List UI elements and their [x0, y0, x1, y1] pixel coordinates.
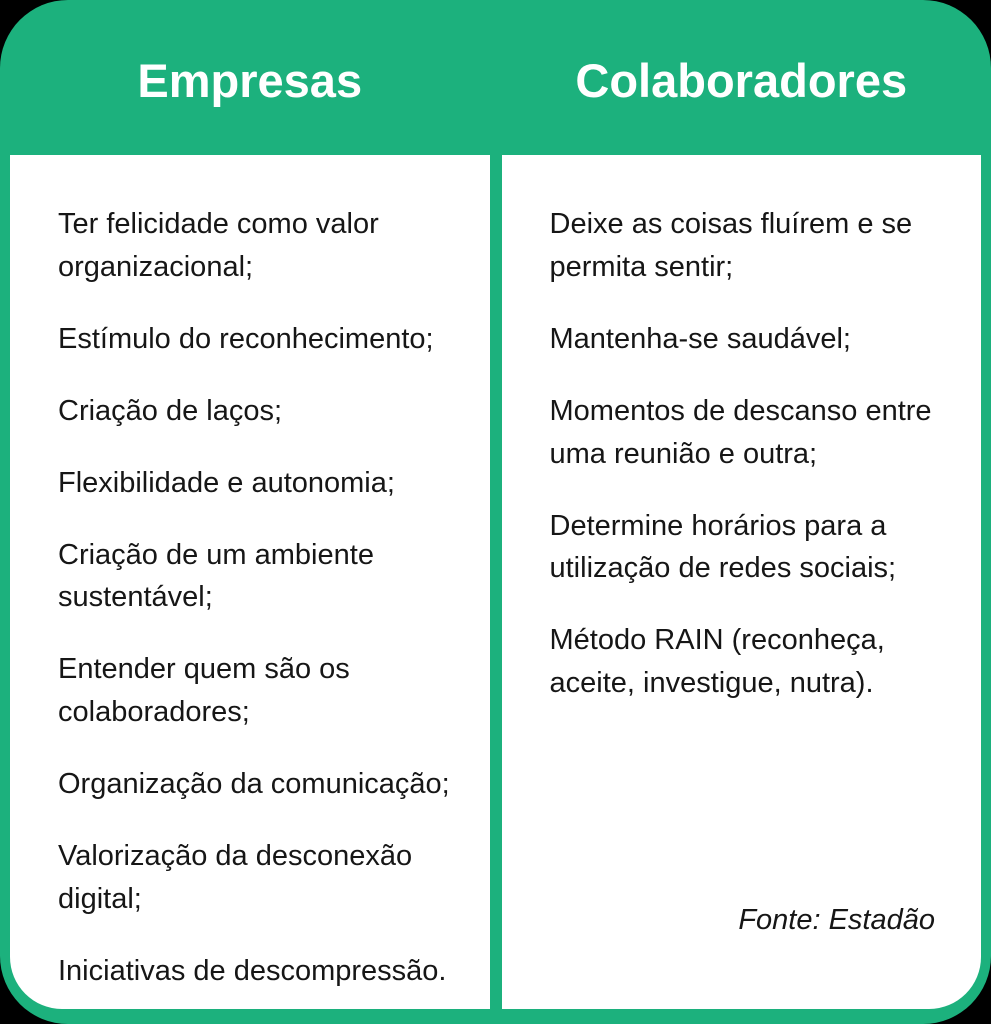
source-attribution: Fonte: Estadão	[738, 904, 935, 936]
column-header-empresas: Empresas	[137, 54, 363, 107]
list-item: Iniciativas de descompressão.	[58, 954, 447, 987]
list-item: Ter felicidade como valor organizacional;	[58, 208, 379, 283]
empresas-panel	[10, 155, 490, 1009]
list-item: Flexibilidade e autonomia;	[58, 466, 395, 499]
column-header-colaboradores: Colaboradores	[575, 54, 908, 107]
colaboradores-panel	[502, 155, 982, 1009]
list-item: Momentos de descanso entre uma reunião e outra;	[549, 394, 932, 470]
header-cell-colaboradores	[502, 0, 982, 155]
header-cell-empresas	[10, 0, 490, 155]
list-item: Estímulo do reconhecimento;	[58, 322, 434, 355]
list-item: Valorização da desconexão digital;	[58, 840, 413, 915]
list-item: Criação de um ambiente sustentável;	[58, 538, 374, 614]
list-item: Deixe as coisas fluírem e se permita sentir;	[549, 208, 913, 283]
list-item: Organização da comunicação;	[58, 768, 450, 801]
list-item: Método RAIN (reconheça, aceite, investigue, nutra).	[549, 624, 885, 700]
colaboradores-list	[550, 203, 952, 734]
list-item: Entender quem são os colaboradores;	[58, 653, 350, 729]
list-item: Criação de laços;	[58, 394, 283, 427]
list-item: Determine horários para a utilização de redes sociais;	[549, 509, 897, 585]
header-band	[0, 0, 991, 155]
list-item: Mantenha-se saudável;	[549, 322, 851, 355]
empresas-list	[58, 203, 460, 1022]
columns-container	[0, 155, 991, 1024]
